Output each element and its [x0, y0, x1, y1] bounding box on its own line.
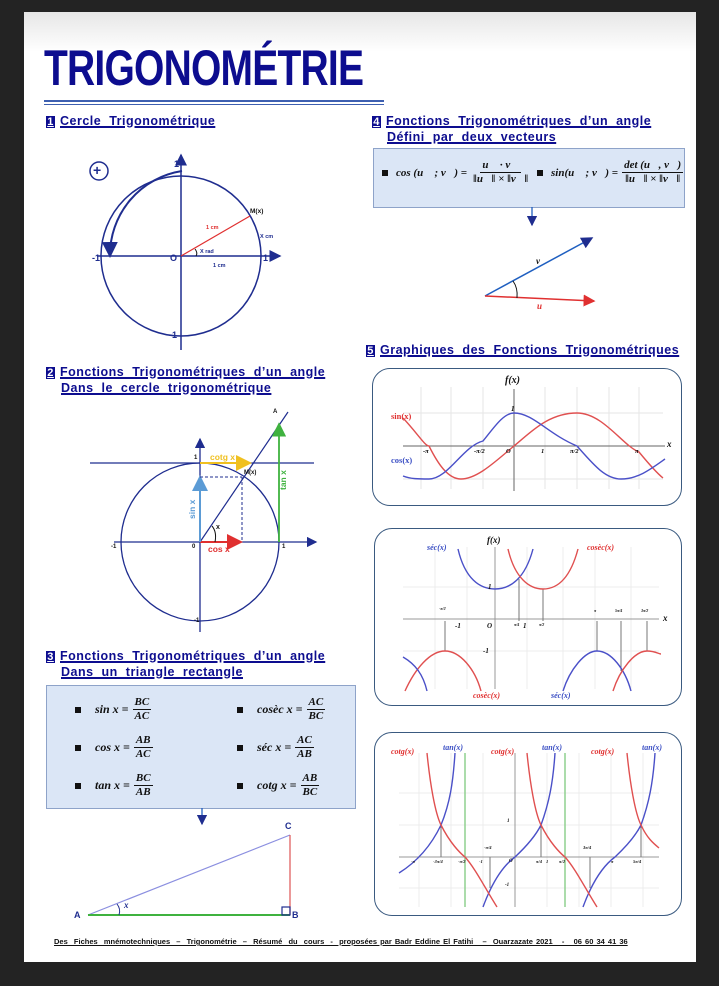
- legend-cotg-3: cotg(x): [591, 747, 615, 756]
- tan-cotg-graph: [374, 732, 682, 916]
- label-vector-v: v⃗: [536, 256, 547, 266]
- positive-direction-icon: +: [93, 162, 102, 178]
- y-tick-1: 1: [511, 405, 515, 413]
- section-title-line1: Fonctions Trigonométriques d’un angle: [60, 649, 326, 663]
- label-angle: X rad: [200, 249, 214, 255]
- legend-cosec-top: cosèc(x): [587, 543, 615, 552]
- label-origin: O: [170, 253, 178, 263]
- formula-cotg: cotg x = $\frac{AB}{BC}$: [237, 772, 319, 799]
- y-axis-label: f(x): [487, 535, 501, 545]
- label-minus-one-left: -1: [111, 544, 117, 550]
- x-tick-half-pi: π/2: [570, 448, 579, 455]
- label-tan: tan x: [278, 470, 288, 490]
- x-tick-minus-1: -1: [479, 859, 483, 864]
- label-vector-u: u⃗: [537, 301, 550, 311]
- y-tick-minus-1: -1: [505, 883, 510, 888]
- label-point-m: M(x): [250, 208, 264, 215]
- label-cos: cos x: [208, 544, 230, 554]
- legend-cosec-bottom: cosèc(x): [473, 691, 501, 700]
- x-tick-minus-half-pi: -π/2: [458, 859, 466, 864]
- x-tick-pi: π: [635, 448, 639, 455]
- x-axis-label: x: [663, 613, 668, 623]
- x-tick-half-pi: π/2: [539, 622, 545, 627]
- section-number: 1: [47, 116, 54, 128]
- x-tick-quarter-pi: π/4: [536, 859, 542, 864]
- label-minus-one-left: -1: [92, 253, 101, 263]
- x-tick-minus-pi: -π: [423, 448, 429, 455]
- section-title: Graphiques des Fonctions Trigonométriques: [380, 343, 680, 357]
- x-tick-minus-half-pi: -π/2: [474, 448, 485, 455]
- section-title-line1: Fonctions Trigonométriques d’un angle: [386, 114, 652, 128]
- formula-sec: séc x = $\frac{AC}{AB}$: [237, 734, 314, 761]
- x-tick-minus-3pi-4: -3π/4: [433, 859, 443, 864]
- x-tick-3pi-4: 3π/4: [583, 845, 592, 850]
- label-radius: 1 cm: [206, 225, 219, 231]
- formula-cos: cos x = $\frac{AB}{AC}$: [75, 734, 153, 761]
- legend-cotg-1: cotg(x): [391, 747, 415, 756]
- label-vertex-a: A: [74, 910, 81, 920]
- label-origin: 0: [192, 544, 196, 550]
- document-page: [24, 12, 696, 962]
- legend-sin: sin(x): [391, 411, 412, 421]
- label-one-right: 1: [263, 253, 269, 263]
- label-one-top: 1: [194, 455, 198, 461]
- label-axis-unit: 1 cm: [213, 263, 226, 269]
- label-cotg: cotg x: [210, 452, 236, 462]
- section-5-heading: [366, 342, 679, 358]
- formula-sin-vectors: sin(u⃗ ; v⃗) = $\frac{\det (u⃗, v⃗)}{‖u⃗‖ \times ‖v⃗‖}$: [537, 159, 683, 186]
- label-minus-one-bottom: -1: [194, 618, 200, 624]
- section-number: 3: [47, 651, 54, 663]
- formula-tan: tan x = $\frac{BC}{AB}$: [75, 772, 153, 799]
- section-title-line2: Dans le cercle trigonométrique: [61, 381, 272, 395]
- x-tick-pi: π: [594, 608, 597, 613]
- legend-sec-top: séc(x): [427, 543, 447, 552]
- label-one-right: 1: [282, 544, 286, 550]
- x-tick-1: 1: [523, 622, 527, 630]
- page-title: TRIGONOMÉTRIE: [44, 40, 364, 96]
- x-tick-origin: O: [509, 859, 513, 864]
- section-number: 5: [367, 345, 374, 357]
- legend-tan-3: tan(x): [642, 743, 662, 752]
- x-tick-minus-half-pi: -π/2: [439, 606, 446, 611]
- y-tick-1: 1: [507, 819, 510, 824]
- section-title-line2: Dans un triangle rectangle: [61, 665, 243, 679]
- x-tick-minus-1: -1: [455, 622, 461, 630]
- x-tick-3pi-2: 3π/2: [641, 608, 649, 613]
- label-minus-one-bottom: -1: [169, 330, 178, 340]
- label-vertex-c: C: [285, 821, 292, 831]
- section-title: Cercle Trigonométrique: [60, 114, 216, 128]
- footer-credits: Des Fiches mnémotechniques – Trigonométrie – Résumé du cours - proposées par Badr Eddine El Fatihi – Ouarzazate 2021 - 06 60 34 41 36: [54, 937, 628, 946]
- section-title-line1: Fonctions Trigonométriques d’un angle: [60, 365, 326, 379]
- x-axis-label: x: [667, 439, 672, 449]
- legend-tan-1: tan(x): [443, 743, 463, 752]
- x-tick-quarter-pi: π/4: [514, 622, 520, 627]
- label-point-a: A: [273, 409, 278, 415]
- x-tick-pi: π: [611, 859, 614, 864]
- label-vertex-b: B: [292, 910, 299, 920]
- x-tick-origin: O: [487, 622, 493, 630]
- y-axis-label: f(x): [505, 375, 520, 386]
- label-sin: sin x: [187, 499, 197, 519]
- y-tick-minus-1: -1: [483, 647, 489, 655]
- formula-cosec: cosèc x = $\frac{AC}{BC}$: [237, 696, 325, 723]
- label-angle-x: x: [124, 900, 129, 910]
- sec-cosec-graph: [374, 528, 682, 706]
- x-tick-minus-quarter-pi: -π/4: [484, 845, 492, 850]
- label-point-m: M(x): [244, 470, 257, 476]
- legend-tan-2: tan(x): [542, 743, 562, 752]
- label-one-top: 1: [174, 159, 180, 169]
- legend-cotg-2: cotg(x): [491, 747, 515, 756]
- x-tick-origin: O: [506, 448, 511, 455]
- formula-cos-vectors: cos (u⃗ ; v⃗) = $\frac{u⃗ \cdot v⃗}{‖u⃗‖ \times ‖v⃗‖}$: [382, 159, 530, 186]
- label-arc-length: X cm: [260, 234, 274, 240]
- x-tick-1: 1: [546, 859, 549, 864]
- section-title-line2: Défini par deux vecteurs: [387, 130, 557, 144]
- label-angle-x: x: [216, 524, 220, 531]
- x-tick-1: 1: [541, 448, 545, 455]
- legend-cos: cos(x): [391, 455, 413, 465]
- section-number: 4: [373, 116, 380, 128]
- x-tick-half-pi: π/2: [559, 859, 565, 864]
- y-tick-1: 1: [488, 583, 492, 591]
- formula-sin: sin x = $\frac{BC}{AC}$: [75, 696, 151, 723]
- x-tick-5pi-4: 5π/4: [633, 859, 642, 864]
- x-tick-5pi-4: 5π/4: [615, 608, 623, 613]
- legend-sec-bottom: séc(x): [551, 691, 571, 700]
- section-number: 2: [47, 367, 54, 379]
- x-tick-minus-pi: -π: [411, 859, 415, 864]
- sin-cos-graph: [372, 368, 682, 506]
